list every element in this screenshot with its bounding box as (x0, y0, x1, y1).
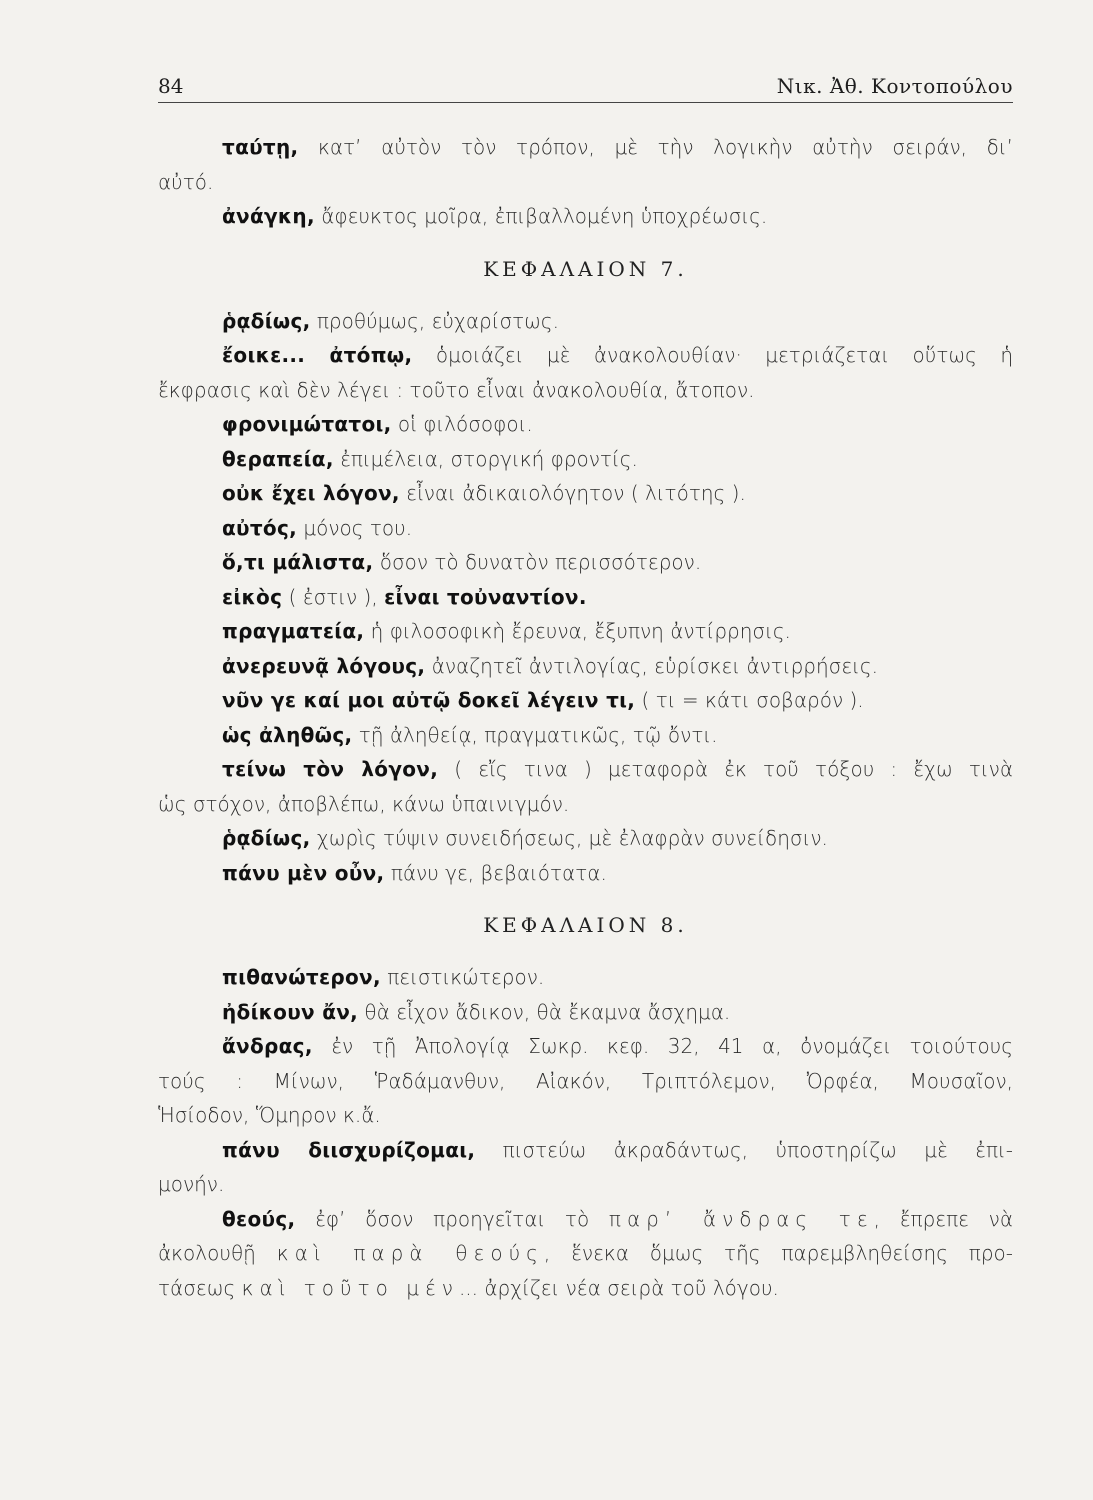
gloss: ... ἀρχίζει νέα σειρὰ τοῦ λόγου. (458, 1275, 779, 1300)
running-head: Νικ. Ἀθ. Κοντοπούλου (776, 74, 1013, 98)
text-line (158, 683, 1013, 718)
text-line (158, 856, 1013, 891)
gloss: Ἡσίοδον, Ὅμηρον κ.ἄ. (158, 1103, 381, 1127)
lemma: ὅ,τι μάλιστα, (222, 550, 374, 574)
gloss: ἔκφρασις καὶ δὲν λέγει : τοῦτο εἶναι ἀνακολουθία, ἄτοπον. (158, 377, 755, 402)
lemma: πιθανώτερον, (222, 965, 381, 989)
gloss: μόνος του. (297, 515, 413, 540)
lemma: ῥᾳδίως, (222, 308, 311, 333)
gloss: θὰ εἶχον ἄδικον, θὰ ἔκαμνα ἄσχημα. (358, 999, 731, 1024)
text-line (158, 1271, 1013, 1306)
gloss: ὁμοιάζει μὲ ἀνακολουθίαν· μετριάζεται οὕτως ἡ (412, 343, 1013, 367)
text-line (158, 338, 1013, 373)
text-line (158, 1202, 1013, 1237)
text-line (158, 787, 1013, 822)
lemma: ταύτῃ, (222, 135, 299, 159)
text-line (158, 1098, 1013, 1133)
lemma: εἰκὸς (222, 584, 283, 609)
lemma: ἀνερευνᾷ λόγους, (222, 653, 426, 678)
gloss: ἐν τῇ Ἀπολογίᾳ Σωκρ. κεφ. 32, 41 α, ὀνομάζει τοιούτους (312, 1034, 1013, 1058)
text-line (158, 960, 1013, 995)
page-number: 84 (158, 74, 184, 98)
text-line (158, 442, 1013, 477)
page-header (158, 68, 1013, 103)
lemma: φρονιμώτατοι, (222, 412, 392, 436)
gloss: , ἕνεκα ὅμως τῆς παρεμβληθείσης προ- (543, 1241, 1013, 1265)
lemma: ἔοικε... ἀτόπῳ, (222, 343, 413, 367)
gloss: ἐπιμέλεια, στοργική φροντίς. (333, 446, 638, 471)
gloss: ἄφευκτος μοῖρα, ἐπιβαλλομένη ὑποχρέωσις. (314, 204, 768, 228)
commentary-body (158, 130, 1013, 1305)
text-line (158, 614, 1013, 649)
text-line (158, 545, 1013, 580)
text-line (158, 373, 1013, 408)
lemma: πραγματεία, (222, 619, 365, 643)
gloss: τάσεως (158, 1275, 242, 1300)
spaced-text: καὶ παρὰ θεούς (276, 1241, 544, 1265)
lemma: ἠδίκουν ἄν, (222, 999, 359, 1024)
text-line (158, 580, 1013, 615)
gloss: ( τι = κάτι σοβαρόν ). (635, 688, 864, 712)
gloss: ( ἐστιν ), (282, 584, 385, 609)
gloss: ἀκολουθῇ (158, 1241, 277, 1265)
gloss: , ἔπρεπε νὰ (873, 1206, 1014, 1231)
chapter-heading: ΚΕΦΑΛΑΙΟΝ 7. (483, 256, 688, 281)
lemma: αὐτός, (222, 515, 298, 540)
gloss: χωρὶς τύψιν συνειδήσεως, μὲ ἐλαφρὰν συνείδησιν. (310, 826, 828, 850)
text-line (158, 718, 1013, 753)
lemma: πάνυ μὲν οὖν, (222, 860, 385, 885)
lemma: ὡς ἀληθῶς, (222, 722, 353, 747)
text-line (158, 1236, 1013, 1271)
text-line (158, 1133, 1013, 1168)
lemma: πάνυ διισχυρίζομαι, (222, 1137, 476, 1162)
gloss: ὡς στόχον, ἀποβλέπω, κάνω ὑπαινιγμόν. (158, 791, 570, 816)
gloss: ἡ φιλοσοφικὴ ἔρευνα, ἔξυπνη ἀντίρρησις. (364, 619, 791, 643)
text-line (158, 165, 1013, 200)
lemma: οὐκ ἔχει λόγον, (222, 481, 400, 505)
gloss: μονήν. (158, 1172, 225, 1196)
gloss: πιστεύω ἀκραδάντως, ὑποστηρίζω μὲ ἐπι- (475, 1137, 1013, 1162)
spaced-text: παρ’ ἄνδρας τε (608, 1206, 874, 1231)
text-line (158, 130, 1013, 165)
text-line (158, 1167, 1013, 1202)
gloss: ἐφ’ ὅσον προηγεῖται τὸ (295, 1206, 609, 1231)
text-line (158, 995, 1013, 1030)
gloss: τούς : Μίνων, Ῥαδάμανθυν, Αἰακόν, Τριπτόλεμον, Ὀρφέα, Μουσαῖον, (158, 1068, 1013, 1093)
lemma: εἶναι τοὐναντίον. (384, 584, 587, 609)
lemma: θεούς, (222, 1206, 296, 1231)
text-line (158, 476, 1013, 511)
gloss: ὅσον τὸ δυνατὸν περισσότερον. (373, 550, 702, 574)
lemma: νῦν γε καί μοι αὐτῷ δοκεῖ λέγειν τι, (222, 688, 636, 712)
text-line (158, 821, 1013, 856)
text-line (158, 1064, 1013, 1099)
lemma: ἀνάγκη, (222, 204, 315, 228)
text-line (158, 752, 1013, 787)
gloss: ἀναζητεῖ ἀντιλογίας, εὑρίσκει ἀντιρρήσεις. (425, 653, 878, 678)
gloss: προθύμως, εὐχαρίστως. (310, 308, 559, 333)
text-line (158, 304, 1013, 339)
lemma: ἄνδρας, (222, 1034, 313, 1058)
text-line (158, 649, 1013, 684)
gloss: πειστικώτερον. (380, 965, 545, 989)
gloss: εἶναι ἀδικαιολόγητον ( λιτότης ). (399, 481, 746, 505)
lemma: τείνω τὸν λόγον, (222, 757, 439, 781)
gloss: κατ’ αὐτὸν τὸν τρόπον, μὲ τὴν λογικὴν αὐτὴν σειράν, δι’ (298, 135, 1013, 159)
text-line (158, 1029, 1013, 1064)
gloss: τῇ ἀληθείᾳ, πραγματικῶς, τῷ ὄντι. (352, 722, 718, 747)
gloss: ( εἴς τινα ) μεταφορὰ ἐκ τοῦ τόξου : ἔχω τινὰ (438, 757, 1013, 781)
text-line (158, 199, 1013, 234)
gloss: πάνυ γε, βεβαιότατα. (384, 860, 607, 885)
text-line (158, 511, 1013, 546)
spaced-text: καὶ τοῦτο μέν (241, 1275, 459, 1300)
lemma: θεραπεία, (222, 446, 334, 471)
lemma: ῥᾳδίως, (222, 826, 311, 850)
gloss: οἱ φιλόσοφοι. (391, 412, 533, 436)
gloss: αὐτό. (158, 169, 214, 194)
chapter-heading: ΚΕΦΑΛΑΙΟΝ 8. (483, 913, 688, 937)
text-line (158, 407, 1013, 442)
